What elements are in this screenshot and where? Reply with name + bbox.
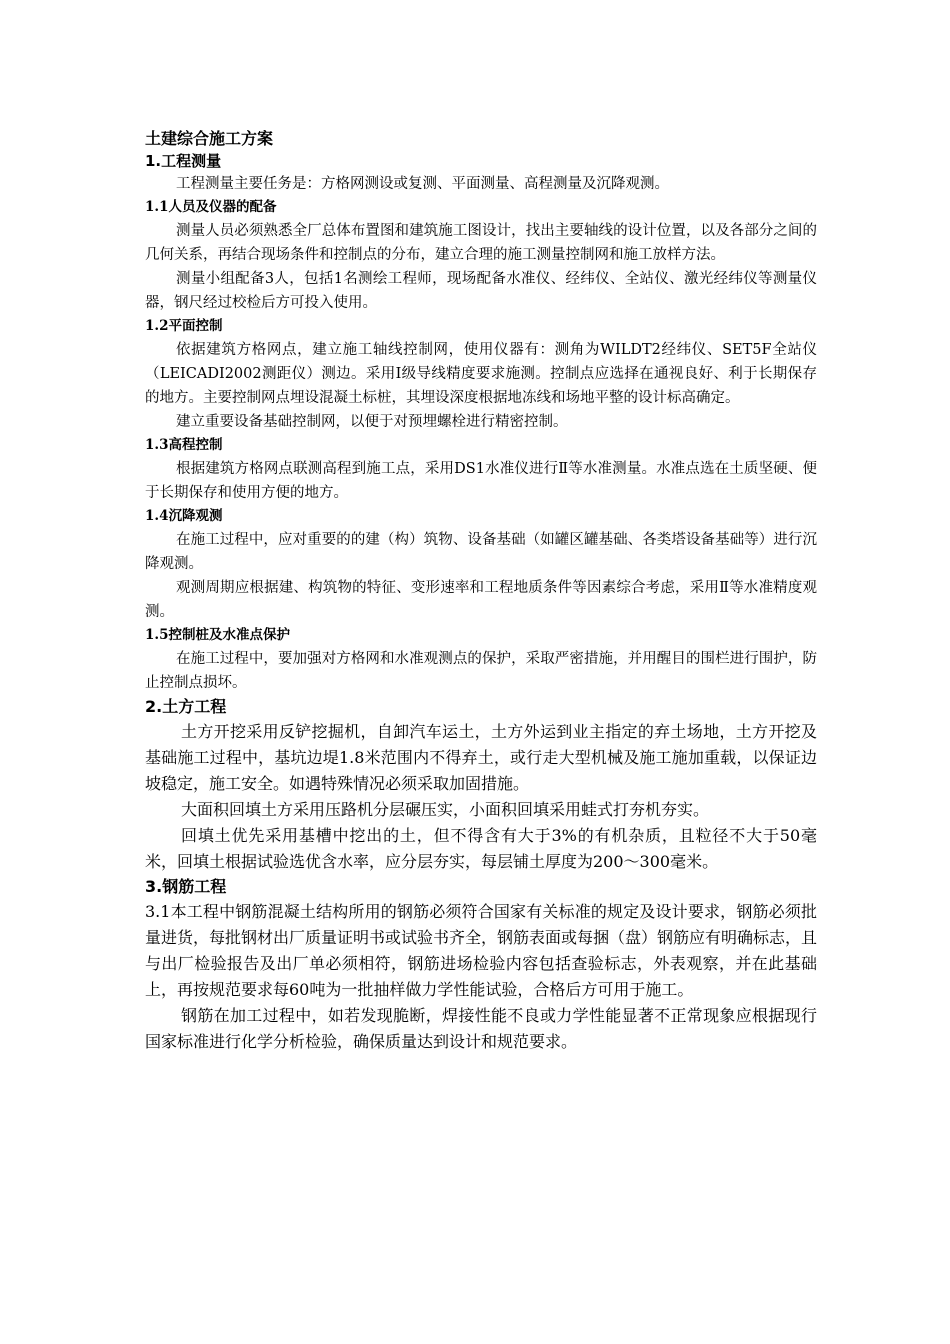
- subsection-heading: 1.3高程控制: [145, 437, 223, 453]
- section-surveying: [145, 150, 817, 695]
- section-earthwork: [145, 695, 817, 875]
- subsection-heading: 1.5控制桩及水准点保护: [145, 627, 290, 643]
- document-title: 土建综合施工方案: [145, 129, 274, 148]
- paragraph: 根据建筑方格网点联测高程到施工点，采用DS1水准仪进行Ⅱ等水准测量。水准点选在土质坚硬、便于长期保存和使用方便的地方。: [145, 461, 817, 501]
- paragraph: 3.1本工程中钢筋混凝土结构所用的钢筋必须符合国家有关标准的规定及设计要求，钢筋必须批量进货，每批钢材出厂质量证明书或试验书齐全，钢筋表面或每捆（盘）钢筋应有明确标志，且与出厂检验报告及出厂单必须相符，钢筋进场检验内容包括查验标志，外表观察，并在此基础上，再按规范要求每60吨为一批抽样做力学性能试验，合格后方可用于施工。: [145, 902, 818, 999]
- subsection-heading: 1.4沉降观测: [145, 508, 223, 524]
- subsection-heading: 1.2平面控制: [145, 318, 223, 334]
- subsection-heading: 1.1人员及仪器的配备: [145, 199, 277, 215]
- paragraph: 依据建筑方格网点，建立施工轴线控制网，使用仪器有：测角为WILDT2经纬仪、SET5F全站仪（LEICADI2002测距仪）测边。采用Ⅰ级导线精度要求施测。控制点应选择在通视良好、利于长期保存的地方。主要控制网点埋设混凝土标桩，其埋设深度根据地冻线和场地平整的设计标高确定。: [145, 342, 817, 406]
- paragraph: 测量小组配备3人，包括1名测绘工程师，现场配备水准仪、经纬仪、全站仪、激光经纬仪等测量仪器，钢尺经过校检后方可投入使用。: [145, 271, 817, 311]
- section-rebar: [145, 875, 817, 1055]
- paragraph: 在施工过程中，要加强对方格网和水准观测点的保护，采取严密措施，并用醒目的围栏进行围护，防止控制点损坏。: [145, 651, 817, 691]
- paragraph: 大面积回填土方采用压路机分层碾压实，小面积回填采用蛙式打夯机夯实。: [181, 800, 710, 819]
- paragraph: 建立重要设备基础控制网，以便于对预埋螺栓进行精密控制。: [176, 414, 568, 430]
- paragraph: 土方开挖采用反铲挖掘机，自卸汽车运土，土方外运到业主指定的弃土场地，土方开挖及基础施工过程中，基坑边堤1.8米范围内不得弃土，或行走大型机械及施工施加重载，以保证边坡稳定，施工安全。如遇特殊情况必须采取加固措施。: [145, 722, 817, 793]
- section-heading: 1.工程测量: [145, 152, 222, 170]
- paragraph: 观测周期应根据建、构筑物的特征、变形速率和工程地质条件等因素综合考虑，采用Ⅱ等水准精度观测。: [145, 580, 817, 620]
- document-page: [145, 128, 817, 1055]
- paragraph: 回填土优先采用基槽中挖出的土，但不得含有大于3%的有机杂质，且粒径不大于50毫米，回填土根据试验选优含水率，应分层夯实，每层铺土厚度为200～300毫米。: [145, 826, 817, 871]
- paragraph: 在施工过程中，应对重要的的建（构）筑物、设备基础（如罐区罐基础、各类塔设备基础等）进行沉降观测。: [145, 532, 817, 572]
- paragraph: 测量人员必须熟悉全厂总体布置图和建筑施工图设计，找出主要轴线的设计位置，以及各部分之间的几何关系，再结合现场条件和控制点的分布，建立合理的施工测量控制网和施工放样方法。: [145, 223, 817, 263]
- paragraph: 工程测量主要任务是：方格网测设或复测、平面测量、高程测量及沉降观测。: [176, 176, 669, 192]
- section-heading: 2.土方工程: [145, 697, 227, 716]
- paragraph: 钢筋在加工过程中，如若发现脆断，焊接性能不良或力学性能显著不正常现象应根据现行国家标准进行化学分析检验，确保质量达到设计和规范要求。: [145, 1006, 817, 1051]
- section-heading: 3.钢筋工程: [145, 877, 227, 896]
